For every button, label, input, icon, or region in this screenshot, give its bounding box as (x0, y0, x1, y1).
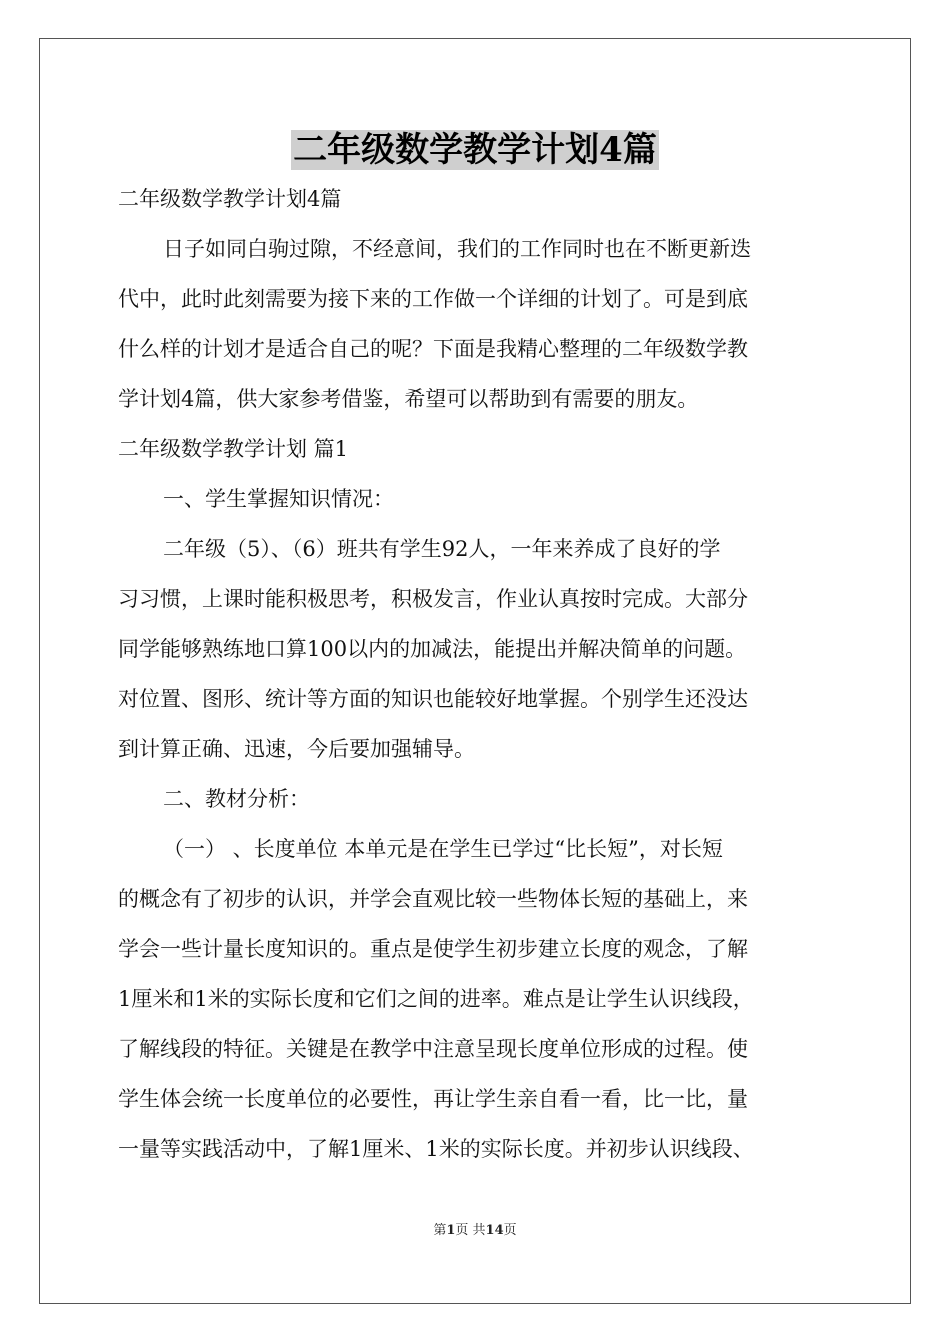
text-line: 学会一些计量长度知识的。重点是使学生初步建立长度的观念，了解 (118, 937, 748, 961)
page-total: 14 (485, 1223, 504, 1238)
page-number: 1 (446, 1223, 456, 1238)
text-line: 二年级（5）、（6）班共有学生92人，一年来养成了良好的学 (163, 537, 721, 561)
text-line: 1厘米和1米的实际长度和它们之间的进率。难点是让学生认识线段， (118, 987, 754, 1011)
text-line: 到计算正确、迅速，今后要加强辅导。 (118, 737, 475, 761)
text-line: 一量等实践活动中，了解1厘米、1米的实际长度。并初步认识线段、 (118, 1137, 754, 1161)
text-line: 同学能够熟练地口算100以内的加减法，能提出并解决简单的问题。 (118, 637, 747, 661)
text-line: （一） 、长度单位 本单元是在学生已学过“比长短”，对长短 (163, 837, 723, 861)
document-title: 二年级数学教学计划4篇 (293, 130, 657, 170)
subtitle-line: 二年级数学教学计划4篇 (118, 187, 342, 211)
subsection-heading: 二、教材分析： (163, 787, 310, 811)
page-footer: 第1页 共14页 (433, 1223, 517, 1238)
text-line: 习习惯，上课时能积极思考，积极发言，作业认真按时完成。大部分 (118, 587, 748, 611)
text-line: 学生体会统一长度单位的必要性，再让学生亲自看一看，比一比，量 (118, 1087, 748, 1111)
text-line: 了解线段的特征。关键是在教学中注意呈现长度单位形成的过程。使 (118, 1037, 748, 1061)
text-line: 代中，此时此刻需要为接下来的工作做一个详细的计划了。可是到底 (118, 287, 748, 311)
text-line: 对位置、图形、统计等方面的知识也能较好地掌握。个别学生还没达 (118, 687, 748, 711)
text-line: 日子如同白驹过隙，不经意间，我们的工作同时也在不断更新迭 (163, 237, 751, 261)
subsection-heading: 一、学生掌握知识情况： (163, 487, 394, 511)
text-line: 的概念有了初步的认识，并学会直观比较一些物体长短的基础上，来 (118, 887, 748, 911)
text-line: 什么样的计划才是适合自己的呢？下面是我精心整理的二年级数学教 (118, 337, 748, 361)
text-line: 学计划4篇，供大家参考借鉴，希望可以帮助到有需要的朋友。 (118, 387, 699, 411)
page-frame (39, 38, 911, 1304)
section-heading: 二年级数学教学计划 篇1 (118, 437, 349, 461)
